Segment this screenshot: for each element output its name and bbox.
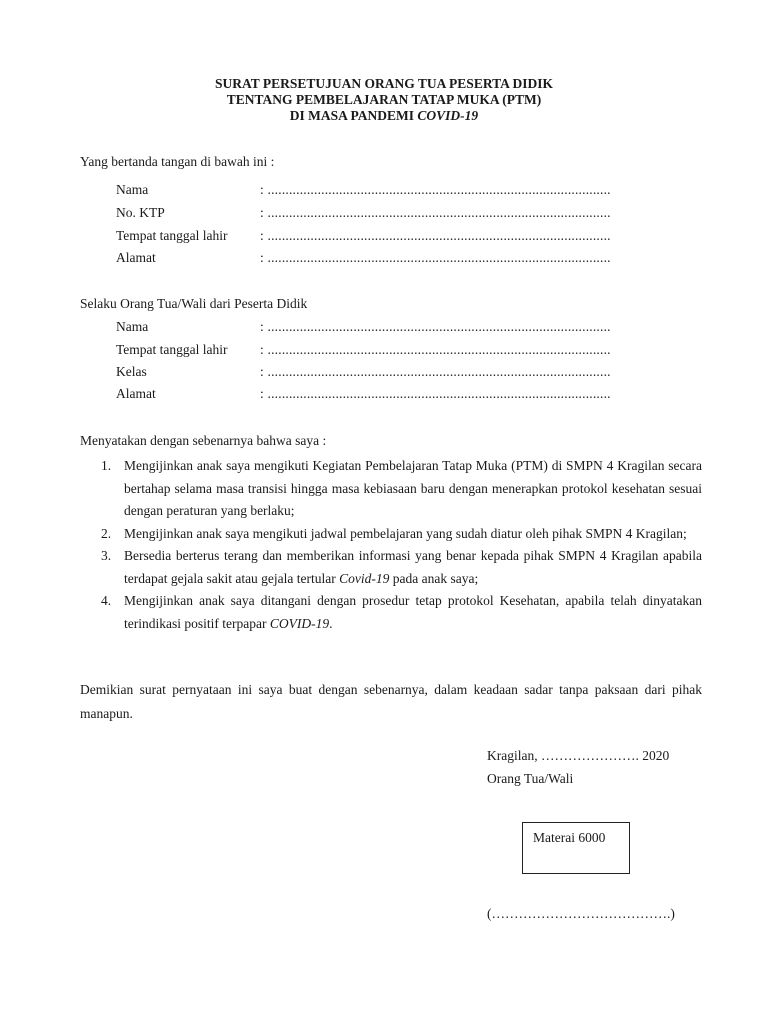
parent-field-ktp — [116, 205, 611, 221]
field-label: No. KTP — [116, 205, 165, 220]
title-line-3-prefix: DI MASA PANDEMI — [289, 108, 418, 123]
field-label: Alamat — [116, 250, 156, 265]
list-item-number: 3. — [101, 548, 112, 563]
field-value: : ................................................................................................ — [260, 342, 611, 357]
list-item-text: Mengijinkan anak saya mengikuti jadwal pembelajaran yang sudah diatur oleh pihak SMPN 4 Kragilan; — [124, 525, 687, 541]
field-value: : ................................................................................................ — [260, 364, 611, 379]
title-line-3 — [0, 108, 768, 124]
list-item-text: Bersedia berterus terang dan memberikan informasi yang benar kepada pihak SMPN 4 Kragilan apabila terdapat gejala sakit atau gejala tertular — [124, 548, 702, 586]
list-item-number: 4. — [101, 593, 112, 608]
list-item-number: 1. — [101, 458, 112, 473]
title-line-2: TENTANG PEMBELAJARAN TATAP MUKA (PTM) — [226, 92, 542, 107]
student-field-class — [116, 364, 611, 380]
list-item-italic: Covid-19 — [339, 570, 390, 586]
parent-field-address — [116, 250, 611, 266]
title-line-3-italic: COVID-19 — [417, 108, 479, 123]
field-value: : ................................................................................................ — [260, 205, 611, 220]
field-value: : ................................................................................................ — [260, 319, 611, 334]
field-label: Nama — [116, 319, 149, 334]
field-label: Alamat — [116, 386, 156, 401]
list-item-text-end: . — [329, 615, 333, 631]
title-line-1: SURAT PERSETUJUAN ORANG TUA PESERTA DIDIK — [215, 76, 553, 91]
field-value: : ................................................................................................ — [260, 386, 611, 401]
stamp-box — [522, 822, 630, 874]
field-value: : ................................................................................................ — [260, 182, 611, 197]
parent-field-birth — [116, 228, 611, 244]
field-label: Nama — [116, 182, 149, 197]
list-item — [80, 545, 702, 590]
field-value: : ................................................................................................ — [260, 228, 611, 243]
list-item-italic: COVID-19 — [269, 615, 330, 631]
student-field-name — [116, 319, 611, 335]
list-item-text: Mengijinkan anak saya mengikuti Kegiatan Pembelajaran Tatap Muka (PTM) di SMPN 4 Kragilan secara bertahap selama masa transisi hingga masa kebiasaan baru dengan menerapkan protokol kesehatan sesuai dengan peraturan yang berlaku; — [124, 458, 702, 518]
list-item-number: 2. — [101, 525, 112, 541]
signer-role: Orang Tua/Wali — [487, 771, 574, 786]
list-item — [80, 523, 702, 546]
student-intro-text: Selaku Orang Tua/Wali dari Peserta Didik — [80, 296, 308, 311]
student-field-address — [116, 386, 611, 402]
statement-list — [80, 455, 702, 635]
closing-paragraph: Demikian surat pernyataan ini saya buat dengan sebenarnya, dalam keadaan sadar tanpa paksaan dari pihak manapun. — [80, 682, 702, 721]
signature-name-line: (………………………………….) — [487, 906, 675, 921]
field-label: Tempat tanggal lahir — [116, 228, 228, 243]
field-label: Kelas — [116, 364, 147, 379]
intro-text: Yang bertanda tangan di bawah ini : — [80, 154, 275, 169]
stamp-label: Materai 6000 — [533, 830, 606, 845]
document-title — [0, 76, 768, 124]
place-date: Kragilan, …………………. 2020 — [487, 748, 670, 763]
statement-intro-text: Menyatakan dengan sebenarnya bahwa saya : — [80, 433, 327, 448]
field-value: : ................................................................................................ — [260, 250, 611, 265]
student-field-birth — [116, 342, 611, 358]
list-item-text-end: pada anak saya; — [389, 570, 479, 586]
list-item-text: Mengijinkan anak saya ditangani dengan prosedur tetap protokol Kesehatan, apabila telah dinyatakan terindikasi positif terpapar — [124, 593, 702, 631]
parent-field-name — [116, 182, 611, 198]
list-item — [80, 590, 702, 635]
field-label: Tempat tanggal lahir — [116, 342, 228, 357]
list-item — [80, 455, 702, 523]
